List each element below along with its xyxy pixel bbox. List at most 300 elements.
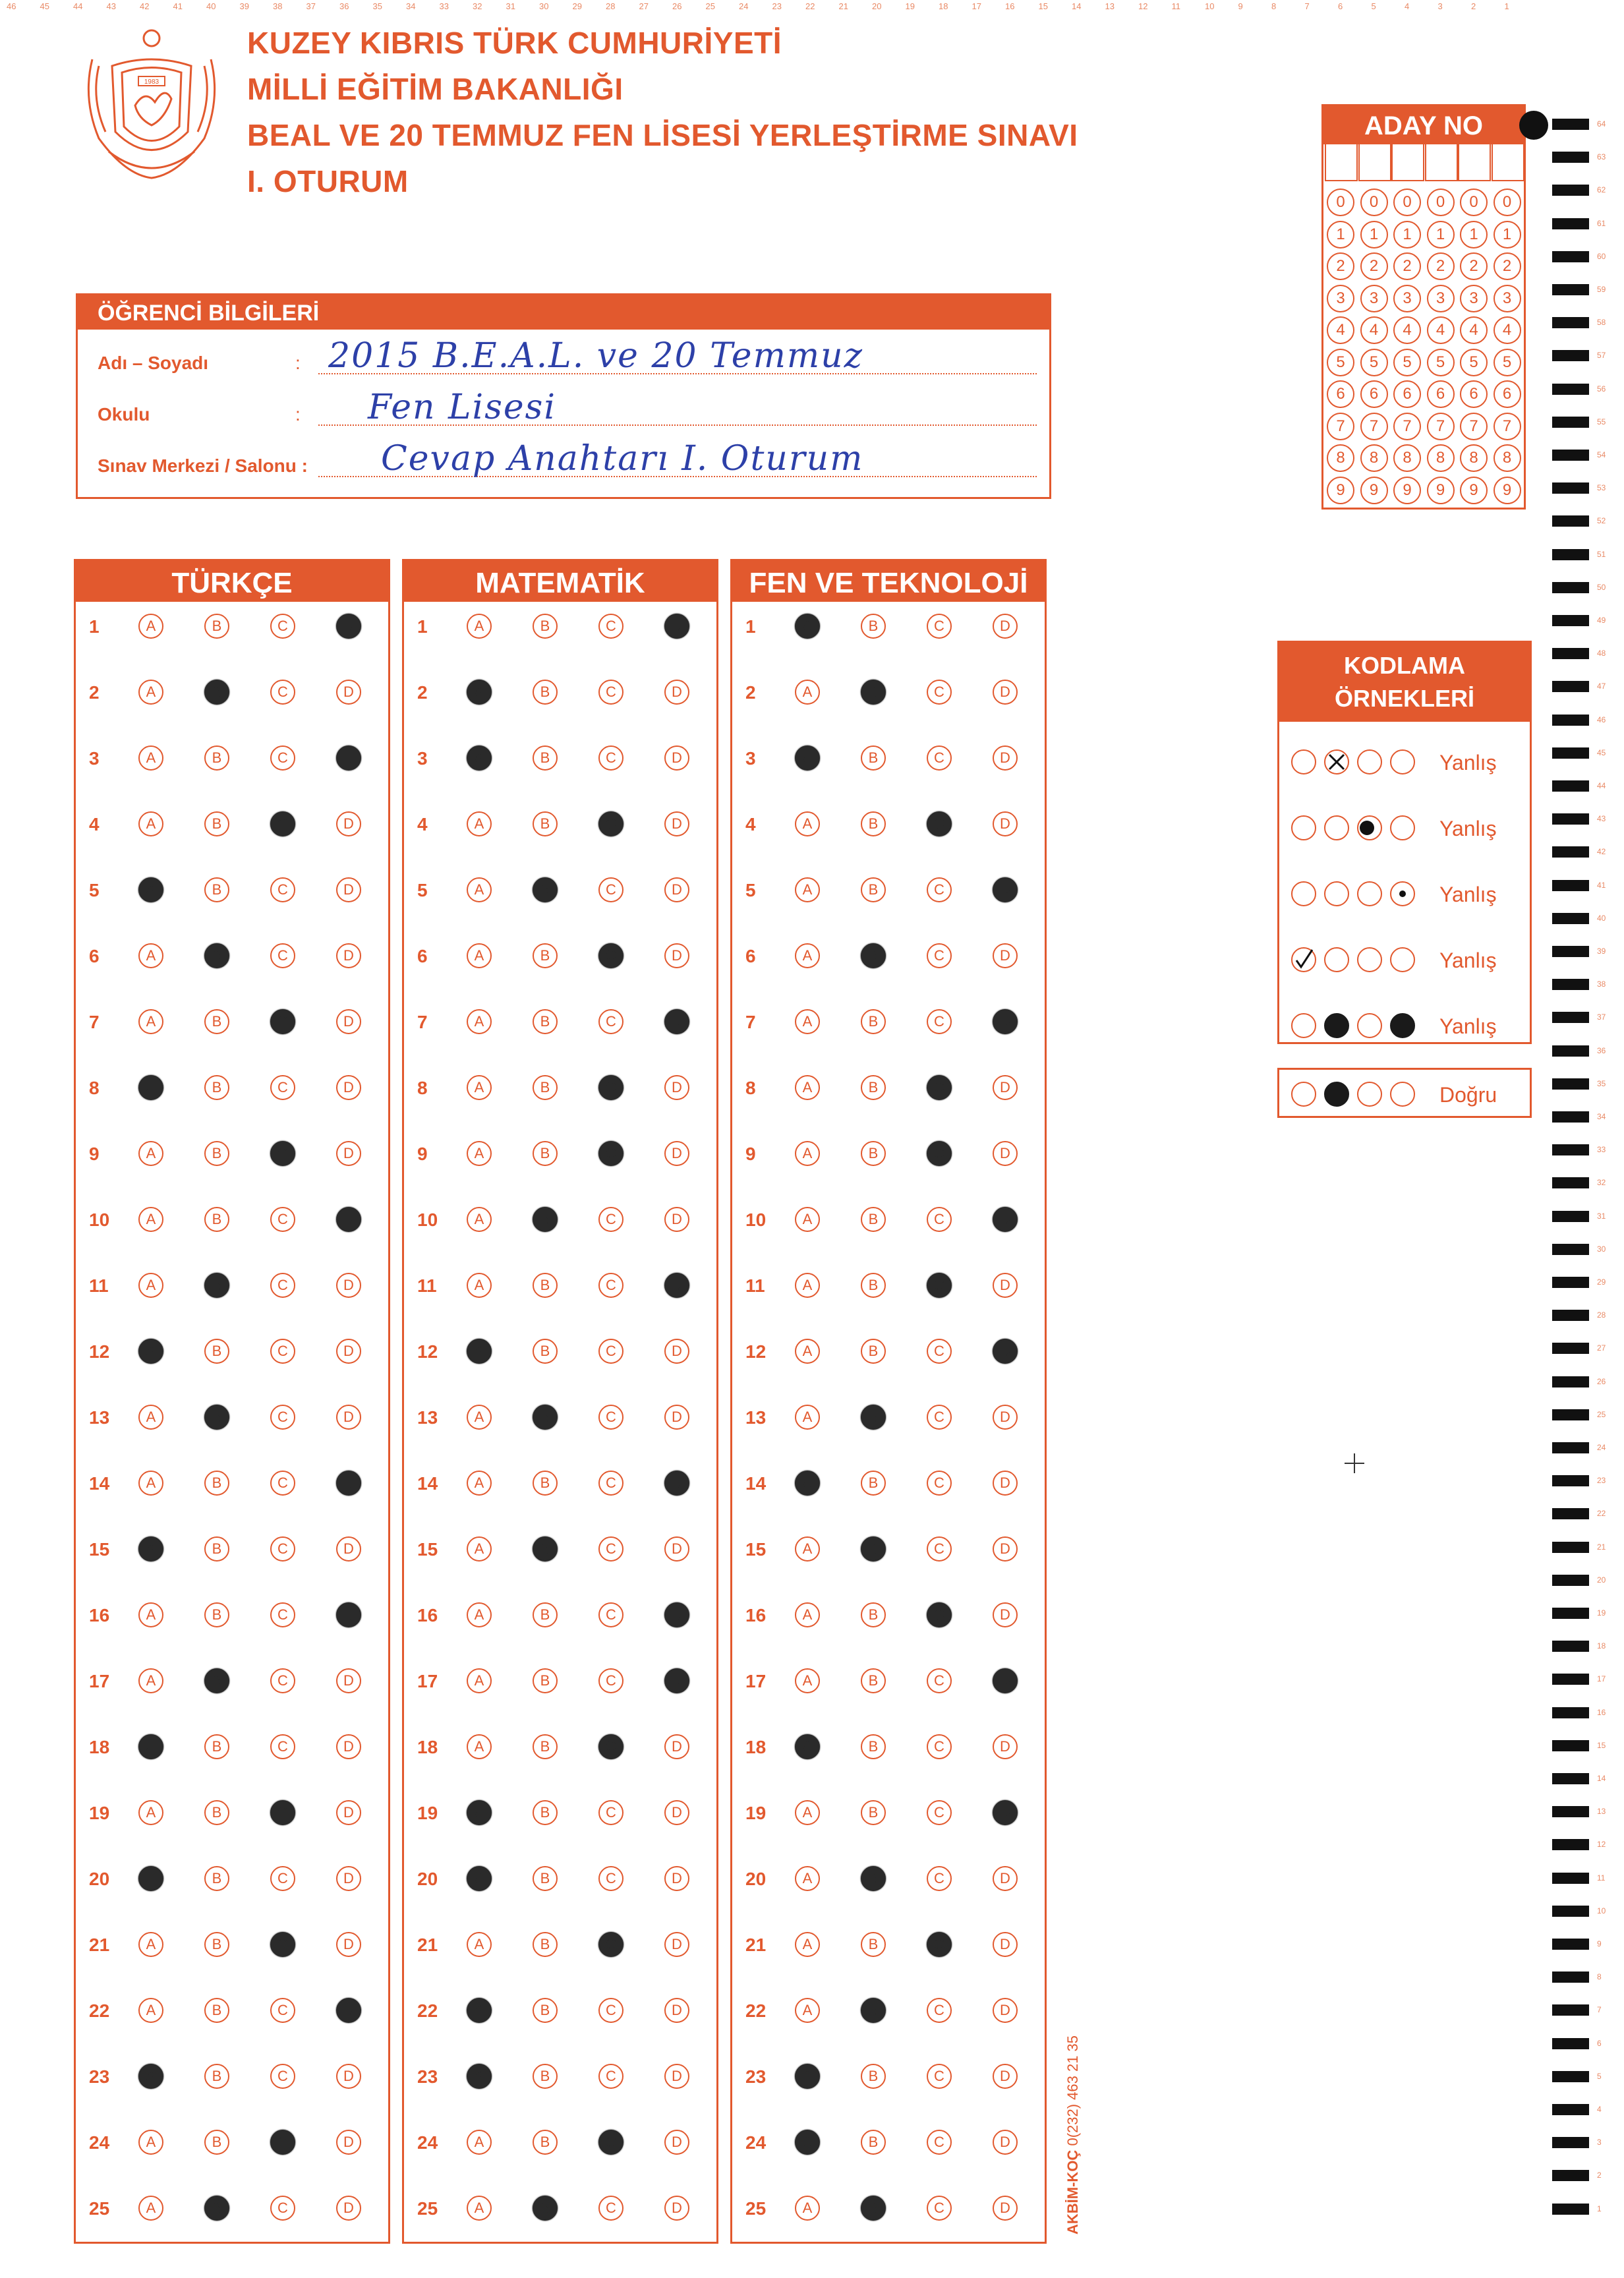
answer-bubble-d[interactable]: D [664, 614, 689, 639]
answer-bubble-d[interactable]: D [993, 877, 1018, 902]
answer-bubble-b[interactable]: B [204, 1141, 229, 1166]
answer-bubble-d[interactable]: D [336, 943, 361, 968]
candidate-digit-bubble[interactable]: 4 [1327, 316, 1354, 344]
answer-bubble-b[interactable]: B [533, 1668, 558, 1693]
answer-bubble-c[interactable]: C [927, 943, 952, 968]
answer-bubble-a[interactable]: A [467, 2130, 492, 2155]
answer-bubble-d[interactable]: D [664, 2130, 689, 2155]
candidate-digit-bubble[interactable]: 4 [1460, 316, 1488, 344]
answer-bubble-a[interactable]: A [467, 745, 492, 771]
answer-bubble-a[interactable]: A [138, 745, 163, 771]
answer-bubble-a[interactable]: A [795, 1141, 820, 1166]
answer-bubble-d[interactable]: D [664, 1471, 689, 1496]
answer-bubble-a[interactable]: A [467, 2196, 492, 2221]
answer-bubble-c[interactable]: C [270, 1009, 295, 1034]
answer-bubble-a[interactable]: A [138, 2196, 163, 2221]
answer-bubble-a[interactable]: A [467, 1273, 492, 1298]
candidate-digit-bubble[interactable]: 5 [1327, 349, 1354, 376]
answer-bubble-c[interactable]: C [927, 1998, 952, 2023]
answer-bubble-d[interactable]: D [993, 2130, 1018, 2155]
answer-bubble-b[interactable]: B [204, 1339, 229, 1364]
school-value[interactable]: Fen Lisesi [368, 388, 556, 427]
answer-bubble-d[interactable]: D [993, 1602, 1018, 1627]
answer-bubble-a[interactable]: A [467, 1866, 492, 1891]
answer-bubble-c[interactable]: C [270, 1075, 295, 1100]
candidate-digit-bubble[interactable]: 0 [1360, 189, 1388, 216]
answer-bubble-d[interactable]: D [336, 1536, 361, 1562]
candidate-digit-bubble[interactable]: 6 [1427, 380, 1455, 408]
answer-bubble-c[interactable]: C [270, 877, 295, 902]
answer-bubble-a[interactable]: A [138, 1866, 163, 1891]
answer-bubble-c[interactable]: C [927, 1866, 952, 1891]
answer-bubble-c[interactable]: C [927, 1207, 952, 1232]
answer-bubble-d[interactable]: D [664, 1273, 689, 1298]
answer-bubble-c[interactable]: C [270, 1207, 295, 1232]
answer-bubble-b[interactable]: B [861, 1800, 886, 1825]
answer-bubble-d[interactable]: D [993, 1536, 1018, 1562]
answer-bubble-b[interactable]: B [204, 1602, 229, 1627]
answer-bubble-b[interactable]: B [861, 1471, 886, 1496]
answer-bubble-c[interactable]: C [270, 1734, 295, 1759]
candidate-digit-bubble[interactable]: 1 [1460, 221, 1488, 248]
answer-bubble-b[interactable]: B [204, 1998, 229, 2023]
answer-bubble-a[interactable]: A [138, 1536, 163, 1562]
answer-bubble-a[interactable]: A [138, 811, 163, 836]
answer-bubble-b[interactable]: B [861, 1932, 886, 1957]
answer-bubble-d[interactable]: D [993, 1734, 1018, 1759]
answer-bubble-c[interactable]: C [270, 1866, 295, 1891]
candidate-digit-cell[interactable] [1458, 144, 1491, 181]
candidate-digit-bubble[interactable]: 8 [1494, 444, 1521, 472]
answer-bubble-b[interactable]: B [533, 2196, 558, 2221]
answer-bubble-c[interactable]: C [598, 1009, 624, 1034]
answer-bubble-d[interactable]: D [993, 1339, 1018, 1364]
candidate-digit-bubble[interactable]: 3 [1327, 285, 1354, 312]
answer-bubble-d[interactable]: D [664, 1668, 689, 1693]
answer-bubble-c[interactable]: C [270, 614, 295, 639]
candidate-digit-bubble[interactable]: 7 [1327, 413, 1354, 440]
candidate-digit-bubble[interactable]: 6 [1494, 380, 1521, 408]
answer-bubble-b[interactable]: B [204, 943, 229, 968]
candidate-digit-bubble[interactable]: 4 [1360, 316, 1388, 344]
answer-bubble-d[interactable]: D [993, 1009, 1018, 1034]
answer-bubble-b[interactable]: B [204, 2130, 229, 2155]
answer-bubble-c[interactable]: C [598, 1668, 624, 1693]
answer-bubble-a[interactable]: A [467, 1471, 492, 1496]
answer-bubble-d[interactable]: D [336, 1405, 361, 1430]
answer-bubble-c[interactable]: C [927, 1405, 952, 1430]
answer-bubble-d[interactable]: D [664, 943, 689, 968]
answer-bubble-a[interactable]: A [795, 2130, 820, 2155]
candidate-digit-bubble[interactable]: 1 [1360, 221, 1388, 248]
answer-bubble-b[interactable]: B [533, 1471, 558, 1496]
answer-bubble-b[interactable]: B [861, 1668, 886, 1693]
candidate-digit-bubble[interactable]: 0 [1460, 189, 1488, 216]
answer-bubble-b[interactable]: B [533, 614, 558, 639]
candidate-digit-bubble[interactable]: 1 [1427, 221, 1455, 248]
answer-bubble-c[interactable]: C [598, 2196, 624, 2221]
candidate-digit-bubble[interactable]: 9 [1427, 477, 1455, 504]
answer-bubble-c[interactable]: C [270, 2196, 295, 2221]
answer-bubble-c[interactable]: C [927, 1141, 952, 1166]
candidate-digit-bubble[interactable]: 2 [1327, 252, 1354, 280]
answer-bubble-c[interactable]: C [598, 1273, 624, 1298]
candidate-digit-bubble[interactable]: 7 [1393, 413, 1421, 440]
answer-bubble-a[interactable]: A [467, 1932, 492, 1957]
answer-bubble-c[interactable]: C [927, 877, 952, 902]
answer-bubble-a[interactable]: A [795, 811, 820, 836]
candidate-digit-bubble[interactable]: 3 [1393, 285, 1421, 312]
answer-bubble-b[interactable]: B [204, 1866, 229, 1891]
candidate-digit-bubble[interactable]: 9 [1494, 477, 1521, 504]
answer-bubble-c[interactable]: C [598, 1141, 624, 1166]
answer-bubble-b[interactable]: B [533, 1339, 558, 1364]
answer-bubble-d[interactable]: D [664, 811, 689, 836]
answer-bubble-a[interactable]: A [795, 2196, 820, 2221]
answer-bubble-d[interactable]: D [336, 1471, 361, 1496]
answer-bubble-c[interactable]: C [270, 2130, 295, 2155]
candidate-digit-bubble[interactable]: 7 [1360, 413, 1388, 440]
candidate-digit-bubble[interactable]: 6 [1393, 380, 1421, 408]
candidate-digit-cell[interactable] [1325, 144, 1358, 181]
answer-bubble-b[interactable]: B [204, 745, 229, 771]
answer-bubble-d[interactable]: D [336, 1800, 361, 1825]
answer-bubble-d[interactable]: D [664, 1800, 689, 1825]
candidate-digit-bubble[interactable]: 3 [1427, 285, 1455, 312]
answer-bubble-d[interactable]: D [336, 614, 361, 639]
answer-bubble-b[interactable]: B [533, 811, 558, 836]
answer-bubble-d[interactable]: D [993, 1141, 1018, 1166]
candidate-digit-bubble[interactable]: 7 [1460, 413, 1488, 440]
answer-bubble-a[interactable]: A [795, 1800, 820, 1825]
answer-bubble-d[interactable]: D [993, 745, 1018, 771]
answer-bubble-a[interactable]: A [795, 1075, 820, 1100]
answer-bubble-d[interactable]: D [336, 1602, 361, 1627]
answer-bubble-d[interactable]: D [993, 1800, 1018, 1825]
answer-bubble-c[interactable]: C [598, 877, 624, 902]
candidate-digit-bubble[interactable]: 5 [1360, 349, 1388, 376]
answer-bubble-b[interactable]: B [204, 1932, 229, 1957]
answer-bubble-a[interactable]: A [795, 943, 820, 968]
answer-bubble-c[interactable]: C [598, 1075, 624, 1100]
candidate-digit-cell[interactable] [1391, 144, 1424, 181]
candidate-digit-bubble[interactable]: 2 [1360, 252, 1388, 280]
candidate-digit-bubble[interactable]: 7 [1494, 413, 1521, 440]
answer-bubble-d[interactable]: D [993, 1273, 1018, 1298]
answer-bubble-b[interactable]: B [533, 877, 558, 902]
candidate-digit-bubble[interactable]: 1 [1393, 221, 1421, 248]
answer-bubble-d[interactable]: D [993, 1998, 1018, 2023]
answer-bubble-d[interactable]: D [336, 1998, 361, 2023]
answer-bubble-d[interactable]: D [336, 680, 361, 705]
answer-bubble-b[interactable]: B [204, 1800, 229, 1825]
answer-bubble-b[interactable]: B [861, 1339, 886, 1364]
candidate-digit-bubble[interactable]: 1 [1494, 221, 1521, 248]
answer-bubble-d[interactable]: D [664, 1866, 689, 1891]
answer-bubble-a[interactable]: A [795, 2064, 820, 2089]
answer-bubble-d[interactable]: D [336, 877, 361, 902]
answer-bubble-c[interactable]: C [270, 1273, 295, 1298]
answer-bubble-d[interactable]: D [993, 2064, 1018, 2089]
answer-bubble-a[interactable]: A [795, 1866, 820, 1891]
candidate-digit-bubble[interactable]: 0 [1327, 189, 1354, 216]
answer-bubble-d[interactable]: D [336, 1339, 361, 1364]
answer-bubble-d[interactable]: D [664, 1207, 689, 1232]
answer-bubble-c[interactable]: C [270, 680, 295, 705]
answer-bubble-d[interactable]: D [993, 943, 1018, 968]
candidate-digit-bubble[interactable]: 8 [1327, 444, 1354, 472]
candidate-digit-bubble[interactable]: 2 [1460, 252, 1488, 280]
answer-bubble-c[interactable]: C [927, 745, 952, 771]
answer-bubble-a[interactable]: A [795, 877, 820, 902]
answer-bubble-a[interactable]: A [138, 1471, 163, 1496]
answer-bubble-a[interactable]: A [467, 1141, 492, 1166]
answer-bubble-a[interactable]: A [138, 877, 163, 902]
answer-bubble-a[interactable]: A [138, 1009, 163, 1034]
answer-bubble-d[interactable]: D [993, 811, 1018, 836]
answer-bubble-b[interactable]: B [861, 811, 886, 836]
answer-bubble-c[interactable]: C [927, 1734, 952, 1759]
answer-bubble-b[interactable]: B [861, 2064, 886, 2089]
answer-bubble-c[interactable]: C [270, 1405, 295, 1430]
center-value[interactable]: Cevap Anahtarı I. Oturum [381, 439, 864, 479]
candidate-digit-bubble[interactable]: 5 [1460, 349, 1488, 376]
answer-bubble-a[interactable]: A [467, 811, 492, 836]
candidate-digit-bubble[interactable]: 5 [1393, 349, 1421, 376]
answer-bubble-d[interactable]: D [336, 1207, 361, 1232]
answer-bubble-a[interactable]: A [795, 1339, 820, 1364]
answer-bubble-d[interactable]: D [993, 1207, 1018, 1232]
answer-bubble-c[interactable]: C [927, 1471, 952, 1496]
answer-bubble-b[interactable]: B [533, 1207, 558, 1232]
answer-bubble-b[interactable]: B [861, 614, 886, 639]
answer-bubble-a[interactable]: A [138, 1273, 163, 1298]
answer-bubble-c[interactable]: C [927, 1009, 952, 1034]
answer-bubble-c[interactable]: C [598, 1536, 624, 1562]
answer-bubble-b[interactable]: B [204, 1075, 229, 1100]
answer-bubble-c[interactable]: C [598, 614, 624, 639]
answer-bubble-b[interactable]: B [861, 1273, 886, 1298]
answer-bubble-d[interactable]: D [336, 1668, 361, 1693]
candidate-digit-bubble[interactable]: 8 [1360, 444, 1388, 472]
answer-bubble-b[interactable]: B [533, 1405, 558, 1430]
answer-bubble-b[interactable]: B [861, 1998, 886, 2023]
answer-bubble-b[interactable]: B [861, 1207, 886, 1232]
answer-bubble-d[interactable]: D [336, 1009, 361, 1034]
candidate-digit-bubble[interactable]: 1 [1327, 221, 1354, 248]
answer-bubble-b[interactable]: B [204, 1668, 229, 1693]
candidate-digit-bubble[interactable]: 6 [1360, 380, 1388, 408]
answer-bubble-d[interactable]: D [993, 614, 1018, 639]
answer-bubble-b[interactable]: B [861, 2196, 886, 2221]
answer-bubble-a[interactable]: A [138, 2064, 163, 2089]
answer-bubble-a[interactable]: A [138, 1207, 163, 1232]
candidate-digit-cell[interactable] [1425, 144, 1458, 181]
answer-bubble-b[interactable]: B [204, 1207, 229, 1232]
answer-bubble-b[interactable]: B [533, 1075, 558, 1100]
answer-bubble-d[interactable]: D [336, 1734, 361, 1759]
answer-bubble-a[interactable]: A [467, 1668, 492, 1693]
answer-bubble-a[interactable]: A [467, 943, 492, 968]
candidate-digit-bubble[interactable]: 9 [1393, 477, 1421, 504]
answer-bubble-c[interactable]: C [598, 811, 624, 836]
answer-bubble-a[interactable]: A [138, 1800, 163, 1825]
answer-bubble-b[interactable]: B [204, 1405, 229, 1430]
candidate-digit-bubble[interactable]: 9 [1460, 477, 1488, 504]
answer-bubble-a[interactable]: A [467, 1339, 492, 1364]
answer-bubble-a[interactable]: A [467, 1207, 492, 1232]
answer-bubble-c[interactable]: C [927, 1339, 952, 1364]
answer-bubble-c[interactable]: C [598, 2064, 624, 2089]
answer-bubble-b[interactable]: B [861, 877, 886, 902]
answer-bubble-d[interactable]: D [993, 1668, 1018, 1693]
answer-bubble-b[interactable]: B [204, 1536, 229, 1562]
answer-bubble-a[interactable]: A [795, 1273, 820, 1298]
answer-bubble-b[interactable]: B [204, 1734, 229, 1759]
answer-bubble-a[interactable]: A [138, 1339, 163, 1364]
answer-bubble-c[interactable]: C [598, 1405, 624, 1430]
answer-bubble-c[interactable]: C [598, 1602, 624, 1627]
answer-bubble-c[interactable]: C [927, 2130, 952, 2155]
candidate-digit-bubble[interactable]: 9 [1327, 477, 1354, 504]
answer-bubble-a[interactable]: A [795, 1207, 820, 1232]
answer-bubble-a[interactable]: A [467, 2064, 492, 2089]
answer-bubble-b[interactable]: B [204, 680, 229, 705]
name-value[interactable]: 2015 B.E.A.L. ve 20 Temmuz [328, 336, 864, 376]
answer-bubble-b[interactable]: B [204, 614, 229, 639]
answer-bubble-c[interactable]: C [927, 2196, 952, 2221]
answer-bubble-c[interactable]: C [598, 1800, 624, 1825]
answer-bubble-c[interactable]: C [927, 680, 952, 705]
answer-bubble-a[interactable]: A [138, 1602, 163, 1627]
answer-bubble-a[interactable]: A [467, 1998, 492, 2023]
answer-bubble-d[interactable]: D [664, 1932, 689, 1957]
answer-bubble-c[interactable]: C [598, 1471, 624, 1496]
candidate-digit-cell[interactable] [1358, 144, 1391, 181]
answer-bubble-b[interactable]: B [861, 1602, 886, 1627]
answer-bubble-d[interactable]: D [993, 1866, 1018, 1891]
answer-bubble-a[interactable]: A [467, 614, 492, 639]
answer-bubble-b[interactable]: B [861, 943, 886, 968]
answer-bubble-b[interactable]: B [861, 1866, 886, 1891]
answer-bubble-c[interactable]: C [927, 1075, 952, 1100]
answer-bubble-b[interactable]: B [533, 1866, 558, 1891]
answer-bubble-c[interactable]: C [927, 1668, 952, 1693]
answer-bubble-a[interactable]: A [138, 1734, 163, 1759]
answer-bubble-d[interactable]: D [993, 680, 1018, 705]
answer-bubble-d[interactable]: D [336, 2064, 361, 2089]
candidate-digit-bubble[interactable]: 5 [1494, 349, 1521, 376]
answer-bubble-b[interactable]: B [533, 1536, 558, 1562]
answer-bubble-a[interactable]: A [138, 1668, 163, 1693]
answer-bubble-b[interactable]: B [533, 1273, 558, 1298]
answer-bubble-b[interactable]: B [533, 1998, 558, 2023]
answer-bubble-b[interactable]: B [533, 680, 558, 705]
answer-bubble-d[interactable]: D [336, 811, 361, 836]
answer-bubble-a[interactable]: A [467, 1602, 492, 1627]
candidate-digit-bubble[interactable]: 2 [1494, 252, 1521, 280]
answer-bubble-c[interactable]: C [270, 1536, 295, 1562]
candidate-digit-bubble[interactable]: 8 [1427, 444, 1455, 472]
answer-bubble-c[interactable]: C [270, 1668, 295, 1693]
answer-bubble-b[interactable]: B [861, 2130, 886, 2155]
candidate-digit-bubble[interactable]: 4 [1494, 316, 1521, 344]
answer-bubble-c[interactable]: C [598, 745, 624, 771]
answer-bubble-d[interactable]: D [993, 1075, 1018, 1100]
answer-bubble-b[interactable]: B [533, 1932, 558, 1957]
answer-bubble-d[interactable]: D [336, 2196, 361, 2221]
answer-bubble-c[interactable]: C [598, 1866, 624, 1891]
answer-bubble-b[interactable]: B [861, 745, 886, 771]
answer-bubble-a[interactable]: A [795, 614, 820, 639]
answer-bubble-c[interactable]: C [927, 2064, 952, 2089]
answer-bubble-d[interactable]: D [336, 745, 361, 771]
answer-bubble-b[interactable]: B [533, 2064, 558, 2089]
answer-bubble-c[interactable]: C [598, 1207, 624, 1232]
answer-bubble-c[interactable]: C [270, 745, 295, 771]
answer-bubble-b[interactable]: B [861, 1405, 886, 1430]
answer-bubble-a[interactable]: A [138, 1998, 163, 2023]
answer-bubble-c[interactable]: C [598, 943, 624, 968]
answer-bubble-c[interactable]: C [598, 1339, 624, 1364]
answer-bubble-c[interactable]: C [598, 1734, 624, 1759]
candidate-digit-bubble[interactable]: 5 [1427, 349, 1455, 376]
candidate-digit-bubble[interactable]: 4 [1393, 316, 1421, 344]
candidate-digit-bubble[interactable]: 9 [1360, 477, 1388, 504]
answer-bubble-d[interactable]: D [664, 1339, 689, 1364]
answer-bubble-d[interactable]: D [993, 1471, 1018, 1496]
answer-bubble-a[interactable]: A [795, 1932, 820, 1957]
candidate-digit-bubble[interactable]: 2 [1427, 252, 1455, 280]
answer-bubble-a[interactable]: A [795, 1998, 820, 2023]
answer-bubble-c[interactable]: C [270, 1800, 295, 1825]
answer-bubble-d[interactable]: D [336, 2130, 361, 2155]
answer-bubble-b[interactable]: B [861, 1009, 886, 1034]
answer-bubble-a[interactable]: A [795, 745, 820, 771]
answer-bubble-a[interactable]: A [138, 1141, 163, 1166]
answer-bubble-c[interactable]: C [270, 943, 295, 968]
candidate-digit-bubble[interactable]: 0 [1427, 189, 1455, 216]
answer-bubble-a[interactable]: A [467, 680, 492, 705]
answer-bubble-b[interactable]: B [533, 1734, 558, 1759]
answer-bubble-a[interactable]: A [138, 614, 163, 639]
answer-bubble-b[interactable]: B [204, 1009, 229, 1034]
candidate-digit-cell[interactable] [1492, 144, 1524, 181]
candidate-digit-bubble[interactable]: 3 [1494, 285, 1521, 312]
answer-bubble-d[interactable]: D [336, 1273, 361, 1298]
answer-bubble-a[interactable]: A [795, 1602, 820, 1627]
answer-bubble-d[interactable]: D [664, 1998, 689, 2023]
answer-bubble-c[interactable]: C [270, 1471, 295, 1496]
answer-bubble-b[interactable]: B [204, 877, 229, 902]
answer-bubble-b[interactable]: B [204, 2196, 229, 2221]
answer-bubble-c[interactable]: C [927, 1273, 952, 1298]
answer-bubble-a[interactable]: A [138, 1405, 163, 1430]
answer-bubble-b[interactable]: B [533, 1602, 558, 1627]
answer-bubble-b[interactable]: B [533, 1009, 558, 1034]
answer-bubble-b[interactable]: B [533, 943, 558, 968]
answer-bubble-b[interactable]: B [533, 2130, 558, 2155]
answer-bubble-b[interactable]: B [204, 2064, 229, 2089]
answer-bubble-a[interactable]: A [138, 2130, 163, 2155]
answer-bubble-d[interactable]: D [664, 1075, 689, 1100]
answer-bubble-b[interactable]: B [861, 1141, 886, 1166]
answer-bubble-c[interactable]: C [598, 680, 624, 705]
candidate-digit-bubble[interactable]: 8 [1393, 444, 1421, 472]
answer-bubble-b[interactable]: B [204, 1273, 229, 1298]
candidate-digit-bubble[interactable]: 4 [1427, 316, 1455, 344]
answer-bubble-a[interactable]: A [138, 1075, 163, 1100]
